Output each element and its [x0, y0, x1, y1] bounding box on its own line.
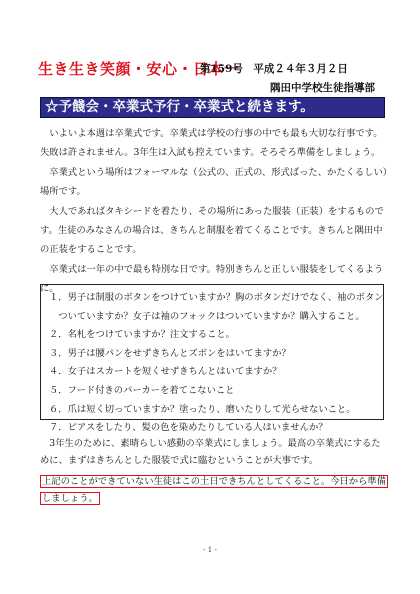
checklist-item: １．男子は制服のボタンをつけていますか？胸のボタンだけでなく、袖のボタン: [49, 292, 384, 303]
page-number: - 1 -: [203, 546, 217, 554]
slogan: 生き生き笑顔・安心・日本一: [38, 60, 240, 78]
department: 隅田中学校生徒指導部: [270, 82, 375, 94]
checklist-item: ２．名札をつけていますか？注文すること。: [49, 329, 235, 341]
notice-text: 上記のことができていない生徒はこの土日できちんとしてくること。今日から準備しましょう。: [42, 476, 386, 504]
checklist-item: ついていますか？女子は袖のフォックはついていますか？購入すること。: [49, 310, 365, 322]
checklist-item: ３．男子は腰パンをせずきちんとズボンをはいてますか？: [49, 347, 291, 359]
checklist-item: ６．爪は短く切っていますか？塗ったり、磨いたりして光らせないこと。: [49, 403, 356, 415]
checklist-item: ４．女子はスカートを短くせずきちんとはいてますか？: [49, 366, 282, 378]
paragraph-3: 大人であればタキシードを着たり、その場所にあった服装（正装）をするものです。生徒のみなさんの場合は、きちんと制服を着てくることです。きちんと隅田中の正装をすることです。: [40, 205, 384, 256]
checklist-item: ５．フード付きのパーカーを着てこないこと: [49, 384, 235, 396]
paragraph-2: 卒業式という場所はフォーマルな（公式の、正式の、形式ばった、かたくるしい）場所です。: [40, 166, 388, 198]
closing-paragraph: [40, 435, 386, 469]
closing-text: 3年生のために、素晴らしい感動の卒業式にしましょう。最高の卒業式にするために、まずはきちんとした服装で式に臨むということが大事です。: [40, 438, 381, 466]
issue-date: 第159号 平成２４年３月２日: [200, 63, 348, 75]
checklist-box: [40, 284, 384, 434]
headline-banner: ☆予餞会・卒業式予行・卒業式と続きます。: [40, 97, 385, 118]
paragraph-4: 卒業式は一年の中で最も特別な日です。特別きちんと正しい服装をしてくるように。: [40, 263, 384, 295]
body-text: [40, 124, 388, 299]
checklist-item: ７．ピアスをしたり、髪の色を染めたりしている人はいませんか？: [49, 422, 328, 434]
paragraph-1: いよいよ本週は卒業式です。卒業式は学校の行事の中でも最も大切な行事です。失敗は許されません。3年生は入試も控えています。そろそろ準備をしましょう。: [40, 128, 383, 159]
notice-highlight: [40, 473, 388, 507]
